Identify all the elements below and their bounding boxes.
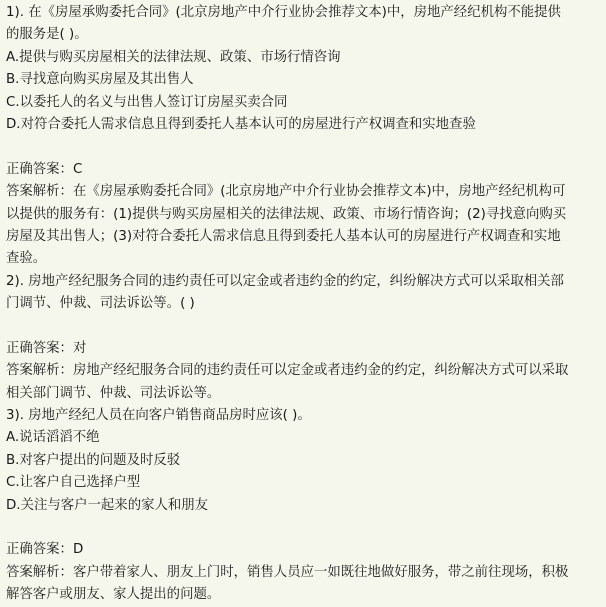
option-d: D.关注与客户一起来的家人和朋友 — [6, 497, 209, 513]
question-text-line: 门调节、仲裁、司法诉讼等。( ) — [6, 296, 195, 312]
answer-analysis-line: 相关部门调节、仲裁、司法诉讼等。 — [6, 385, 221, 401]
answer-analysis-line: 答案解析：房地产经纪服务合同的违约责任可以定金或者违约金的约定，纠纷解决方式可以采取 — [6, 363, 569, 379]
answer-analysis-line: 房屋及其出售人；(3)对符合委托人需求信息且得到委托人基本认可的房屋进行产权调查和实地 — [6, 228, 561, 244]
question-3 — [6, 405, 596, 607]
answer-analysis-line: 解答客户或朋友、家人提出的问题。 — [6, 587, 221, 603]
option-d: D.对符合委托人需求信息且得到委托人基本认可的房屋进行产权调查和实地查验 — [6, 116, 476, 132]
spacer — [6, 136, 596, 158]
question-text-line: 1). 在《房屋承购委托合同》(北京房地产中介行业协会推荐文本)中，房地产经纪机构不能提供 — [6, 5, 561, 20]
question-text-line: 的服务是( )。 — [6, 27, 88, 43]
answer-analysis-line: 查验。 — [6, 251, 47, 267]
spacer — [6, 517, 596, 539]
answer-analysis-line: 答案解析：客户带着家人、朋友上门时，销售人员应一如既往地做好服务，带之前往现场，积极 — [6, 564, 569, 580]
correct-answer: 正确答案：D — [6, 542, 84, 558]
option-c: C.让客户自己选择户型 — [6, 475, 141, 491]
spacer — [6, 315, 596, 337]
answer-analysis-line: 答案解析：在《房屋承购委托合同》(北京房地产中介行业协会推荐文本)中，房地产经纪机构可 — [6, 184, 566, 200]
answer-analysis-line: 以提供的服务有：(1)提供与购买房屋相关的法律法规、政策、市场行情咨询；(2)寻找意向购买 — [6, 206, 567, 222]
question-1 — [6, 2, 596, 271]
option-a: A.提供与购买房屋相关的法律法规、政策、市场行情咨询 — [6, 49, 341, 65]
option-c: C.以委托人的名义与出售人签订订房屋买卖合同 — [6, 94, 288, 110]
correct-answer: 正确答案：对 — [6, 340, 87, 356]
option-b: B.寻找意向购买房屋及其出售人 — [6, 72, 194, 88]
question-text-line: 3). 房地产经纪人员在向客户销售商品房时应该( )。 — [6, 408, 311, 424]
correct-answer: 正确答案：C — [6, 161, 83, 177]
question-2 — [6, 271, 596, 405]
option-a: A.说话滔滔不绝 — [6, 430, 100, 446]
question-text-line: 2). 房地产经纪服务合同的违约责任可以定金或者违约金的约定，纠纷解决方式可以采取相关部 — [6, 273, 564, 289]
option-b: B.对客户提出的问题及时反驳 — [6, 452, 181, 468]
